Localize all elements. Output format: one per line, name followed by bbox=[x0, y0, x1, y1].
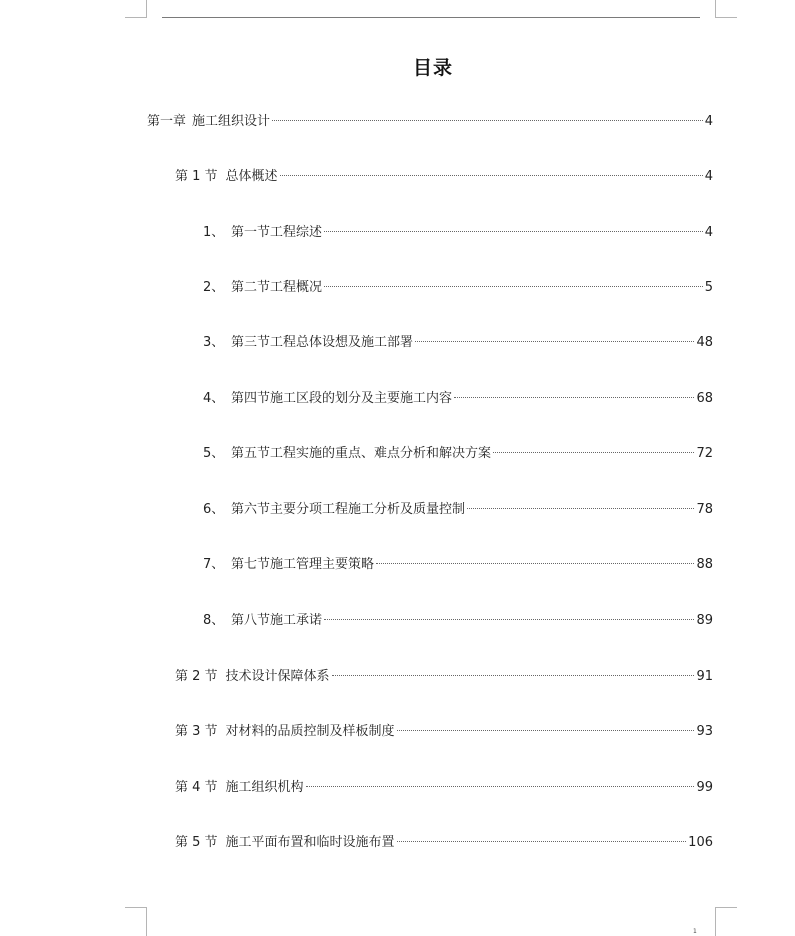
toc-page-number: 4 bbox=[704, 169, 713, 184]
crop-mark-bottom-right-h bbox=[715, 907, 737, 908]
toc-entry-item-2[interactable] bbox=[203, 278, 713, 298]
toc-entry-text: 施工组织机构 bbox=[225, 780, 304, 795]
crop-mark-bottom-right bbox=[715, 907, 716, 936]
toc-entry-number: 第 5 节 bbox=[175, 835, 218, 850]
toc-page-number: 5 bbox=[704, 280, 713, 295]
toc-entry-chapter-1[interactable] bbox=[147, 112, 713, 132]
toc-entry-item-1[interactable] bbox=[203, 223, 713, 243]
dot-leader bbox=[493, 451, 694, 453]
crop-mark-bottom-left-h bbox=[125, 907, 147, 908]
toc-entry-text: 第五节工程实施的重点、难点分析和解决方案 bbox=[231, 446, 492, 461]
toc-entry-text: 第二节工程概况 bbox=[231, 280, 323, 295]
toc-entry-text: 第四节施工区段的划分及主要施工内容 bbox=[231, 391, 453, 406]
toc-page-number: 48 bbox=[696, 335, 713, 350]
dot-leader bbox=[454, 396, 694, 398]
crop-mark-bottom-left bbox=[146, 907, 147, 936]
dot-leader bbox=[415, 340, 694, 342]
dot-leader bbox=[332, 674, 695, 676]
dot-leader bbox=[306, 785, 695, 787]
toc-entry-number: 第 1 节 bbox=[175, 169, 218, 184]
toc-entry-number: 第 4 节 bbox=[175, 780, 218, 795]
toc-entry-number: 第一章 bbox=[147, 114, 187, 129]
toc-entry-number: 5、 bbox=[203, 446, 225, 461]
toc-entry-number: 8、 bbox=[203, 613, 225, 628]
toc-entry-text: 技术设计保障体系 bbox=[225, 669, 330, 684]
dot-leader bbox=[272, 119, 703, 121]
toc-entry-text: 第六节主要分项工程施工分析及质量控制 bbox=[231, 502, 466, 517]
toc-entry-text: 第七节施工管理主要策略 bbox=[231, 557, 375, 572]
toc-entry-item-3[interactable] bbox=[203, 333, 713, 353]
crop-mark-top-left bbox=[146, 0, 147, 18]
toc-entry-number: 2、 bbox=[203, 280, 225, 295]
toc-entry-number: 第 2 节 bbox=[175, 669, 218, 684]
toc-entry-section-4[interactable] bbox=[175, 778, 713, 798]
dot-leader bbox=[280, 174, 703, 176]
toc-page-number: 78 bbox=[696, 502, 713, 517]
toc-page-number: 91 bbox=[696, 669, 713, 684]
toc-title: 目录 bbox=[412, 57, 453, 79]
toc-entry-text: 总体概述 bbox=[225, 169, 278, 184]
toc-entry-text: 第八节施工承诺 bbox=[231, 613, 323, 628]
toc-page-number: 72 bbox=[696, 446, 713, 461]
dot-leader bbox=[467, 507, 694, 509]
toc-entry-item-5[interactable] bbox=[203, 444, 713, 464]
toc-entry-text: 第三节工程总体设想及施工部署 bbox=[231, 335, 414, 350]
crop-mark-top-right-h bbox=[715, 17, 737, 18]
dot-leader bbox=[324, 618, 694, 620]
toc-entry-number: 4、 bbox=[203, 391, 225, 406]
toc-entry-item-4[interactable] bbox=[203, 389, 713, 409]
toc-page-number: 93 bbox=[696, 724, 713, 739]
toc-entry-number: 3、 bbox=[203, 335, 225, 350]
toc-entry-item-8[interactable] bbox=[203, 611, 713, 631]
toc-page-number: 4 bbox=[704, 114, 713, 129]
toc-entry-text: 对材料的品质控制及样板制度 bbox=[225, 724, 395, 739]
toc-entry-section-5[interactable] bbox=[175, 833, 713, 853]
toc-entry-item-7[interactable] bbox=[203, 555, 713, 575]
header-rule bbox=[162, 17, 700, 18]
dot-leader bbox=[376, 562, 694, 564]
toc-entry-text: 施工组织设计 bbox=[192, 114, 271, 129]
toc-entry-section-2[interactable] bbox=[175, 667, 713, 687]
toc-page-number: 88 bbox=[696, 557, 713, 572]
dot-leader bbox=[324, 230, 703, 232]
dot-leader bbox=[397, 729, 695, 731]
dot-leader bbox=[397, 840, 687, 842]
toc-page-number: 68 bbox=[696, 391, 713, 406]
toc-entry-number: 1、 bbox=[203, 225, 225, 240]
toc-page-number: 99 bbox=[696, 780, 713, 795]
toc-entry-section-3[interactable] bbox=[175, 722, 713, 742]
toc-page-number: 4 bbox=[704, 225, 713, 240]
toc-entry-item-6[interactable] bbox=[203, 500, 713, 520]
toc-entry-number: 6、 bbox=[203, 502, 225, 517]
dot-leader bbox=[324, 285, 703, 287]
toc-entry-section-1[interactable] bbox=[175, 167, 713, 187]
crop-mark-top-left-h bbox=[125, 17, 147, 18]
toc-entry-text: 第一节工程综述 bbox=[231, 225, 323, 240]
crop-mark-top-right bbox=[715, 0, 716, 18]
toc-page-number: 106 bbox=[688, 835, 713, 850]
page-number-marker: 1 bbox=[693, 928, 697, 935]
toc-entry-number: 7、 bbox=[203, 557, 225, 572]
toc-entry-number: 第 3 节 bbox=[175, 724, 218, 739]
toc-page-number: 89 bbox=[696, 613, 713, 628]
toc-entry-text: 施工平面布置和临时设施布置 bbox=[225, 835, 395, 850]
